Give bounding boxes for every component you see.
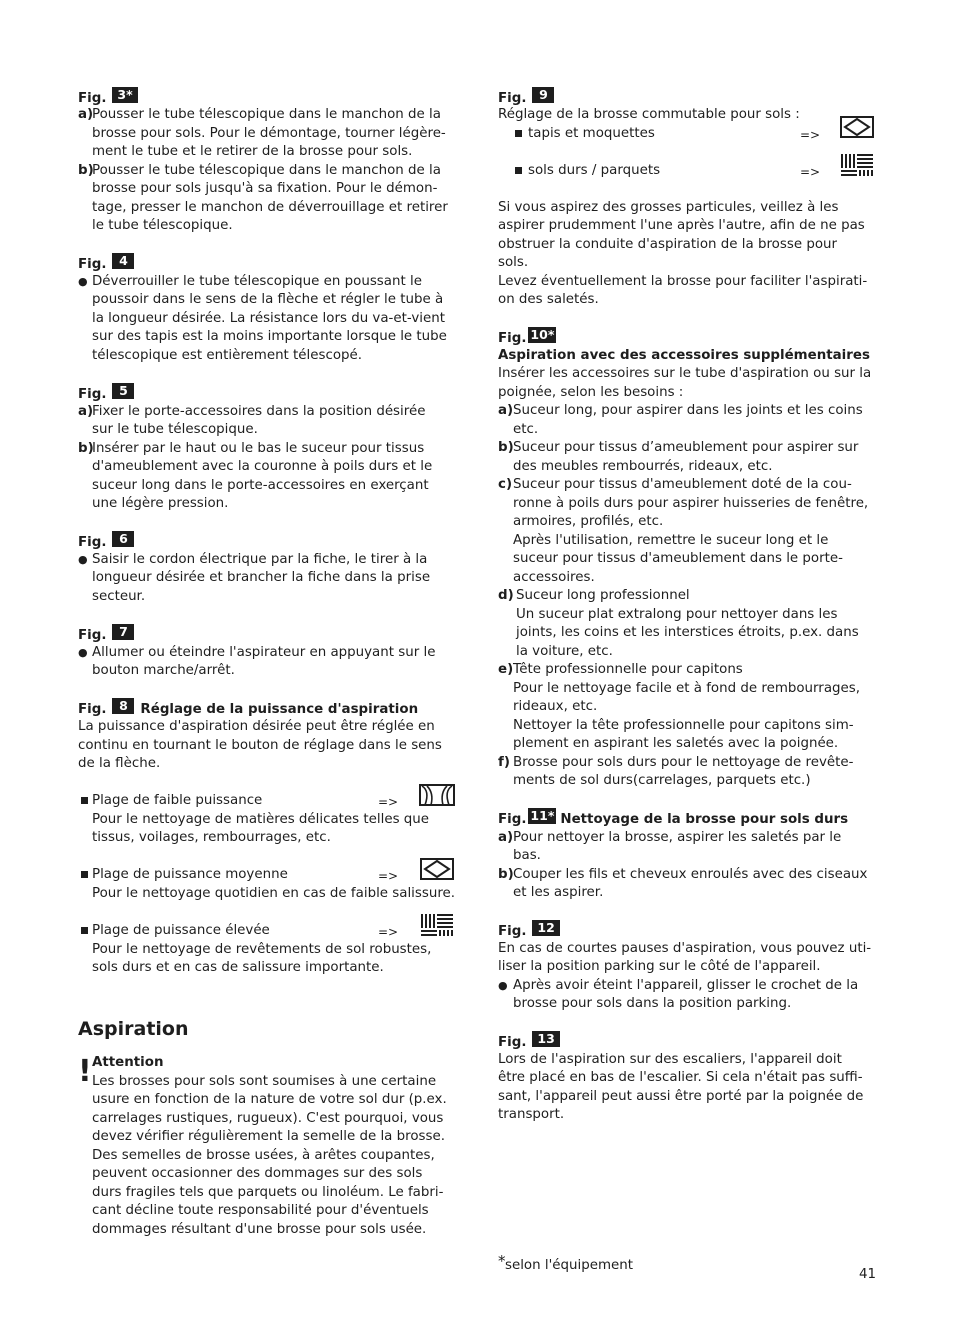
curtain-icon	[418, 783, 456, 807]
fig-label: Fig.	[78, 257, 107, 272]
fig-13-heading	[498, 1031, 560, 1052]
text-line: Tête professionnelle pour capitons	[513, 662, 743, 677]
fig-number-badge: 3*	[112, 87, 137, 103]
text-line: La puissance d'aspiration désirée peut être réglée en	[78, 719, 435, 734]
fig-label: Fig.	[498, 331, 527, 346]
fig-5-heading	[78, 383, 134, 404]
text-line: Pour le nettoyage quotidien en cas de faible salissure.	[92, 885, 456, 901]
carpet-icon	[840, 116, 874, 138]
fig-6-heading	[78, 531, 134, 552]
bullet-dot: ●	[78, 553, 88, 566]
fig-12-heading	[498, 920, 560, 941]
text-line: devez vérifier régulièrement la semelle de la brosse.	[92, 1129, 445, 1144]
fig-number-badge: 6	[112, 531, 134, 547]
text-line: durs fragiles tels que parquets ou linoléum. Le fabri-	[92, 1184, 444, 1200]
power-level-label: Plage de faible puissance	[92, 793, 263, 808]
text-line: aspirer prudemment l'une après l'autre, afin de ne pas	[498, 218, 865, 233]
fig-number-badge: 4	[112, 253, 134, 269]
text-line: Pour nettoyer la brosse, aspirer les saletés par le	[513, 829, 842, 845]
item-label: a)	[78, 403, 94, 419]
text-line: accessoires.	[513, 569, 595, 585]
text-line: on des saletés.	[498, 292, 599, 307]
text-line: des meubles rembourrés, rideaux, etc.	[513, 458, 773, 474]
arrow-text: =>	[378, 795, 399, 809]
footnote-text: selon l'équipement	[505, 1258, 633, 1273]
fig-title: Nettoyage de la brosse pour sols durs	[560, 812, 849, 827]
item-label: d)	[498, 588, 514, 603]
bullet-dot: ●	[498, 979, 508, 992]
text-line: Si vous aspirez des grosses particules, veillez à les	[498, 199, 839, 215]
text-line: bas.	[513, 848, 541, 863]
text-line: Allumer ou éteindre l'aspirateur en appuyant sur le	[92, 644, 436, 660]
section-heading: Aspiration	[78, 1018, 189, 1040]
text-line: Pour le nettoyage de revêtements de sol robustes,	[92, 941, 432, 957]
fig-label: Fig.	[78, 628, 107, 643]
bullet-dot: ●	[78, 646, 88, 659]
text-line: bouton marche/arrêt.	[92, 663, 235, 678]
arrow-text: =>	[378, 925, 399, 939]
footnote-star: *	[498, 1252, 506, 1270]
text-line: télescopique est entièrement télescopé.	[92, 347, 363, 363]
power-level-label: Plage de puissance élevée	[92, 923, 270, 938]
arrow-text: =>	[800, 128, 821, 142]
text-line: tissus, voilages, rembourrages, etc.	[92, 830, 331, 845]
fig-number-badge: 9	[532, 87, 554, 103]
text-line: Déverrouiller le tube télescopique en poussant le	[92, 273, 422, 289]
fig-number-badge: 12	[532, 920, 559, 936]
text-line: de la flèche.	[78, 756, 161, 771]
text-line: d'ameublement avec la couronne à poils durs et le	[92, 459, 433, 474]
fig-number-badge: 11*	[530, 808, 555, 823]
text-line: brosse pour sols. Pour le démontage, tourner légère-	[92, 125, 446, 141]
text-line: Des semelles de brosse usées, à arêtes coupantes,	[92, 1147, 435, 1163]
text-line: Suceur long professionnel	[516, 588, 690, 603]
text-line: Insérer par le haut ou le bas le suceur pour tissus	[92, 440, 425, 456]
text-line: longueur désirée et brancher la fiche dans la prise	[92, 570, 431, 585]
brush-option-label: tapis et moquettes	[528, 125, 655, 141]
fig-title: Réglage de la puissance d'aspiration	[140, 702, 419, 717]
text-line: rideaux, etc.	[513, 699, 598, 714]
fig-8-heading	[78, 698, 418, 719]
arrow-text: =>	[800, 165, 821, 179]
text-line: Lors de l'aspiration sur des escaliers, l'appareil doit	[498, 1051, 842, 1067]
text-line: Couper les fils et cheveux enroulés avec des ciseaux	[513, 866, 868, 882]
square-bullet	[515, 130, 522, 137]
fig-label: Fig.	[498, 924, 527, 939]
item-label: a)	[498, 403, 514, 418]
item-label: f)	[498, 754, 510, 770]
text-line: cant décline toute responsabilité pour d'éventuels	[92, 1203, 429, 1218]
fig-11-heading	[498, 808, 848, 829]
power-level-label: Plage de puissance moyenne	[92, 867, 288, 882]
text-line: suceur long dans le porte-accessoires en exerçant	[92, 477, 429, 493]
text-line: armoires, profilés, etc.	[513, 514, 664, 529]
text-line: Pour le nettoyage facile et à fond de rembourrages,	[513, 680, 860, 696]
fig-label: Fig.	[498, 91, 527, 106]
text-line: sur le tube télescopique.	[92, 422, 258, 437]
item-label: c)	[498, 477, 513, 492]
fig-number-badge: 13	[532, 1031, 559, 1047]
text-line: poussoir dans le sens de la flèche et régler le tube à	[92, 292, 444, 307]
brush-option-label: sols durs / parquets	[528, 162, 661, 178]
item-label: b)	[78, 440, 94, 456]
page-number: 41	[859, 1267, 877, 1282]
fig-number-badge: 10*	[530, 327, 555, 342]
text-line: sols.	[498, 255, 529, 270]
text-line: tage, presser le manchon de déverrouillage et retirer	[92, 199, 448, 215]
text-line: Après avoir éteint l'appareil, glisser le crochet de la	[513, 977, 859, 993]
fig-9-heading	[498, 87, 554, 108]
text-line: continu en tournant le bouton de réglage dans le sens	[78, 737, 442, 753]
hardfloor-icon	[840, 153, 874, 177]
text-line: Un suceur plat extralong pour nettoyer dans les	[516, 606, 838, 622]
square-bullet	[81, 871, 88, 878]
fig-10-heading	[498, 327, 556, 348]
text-line: Levez éventuellement la brosse pour faciliter l'aspirati-	[498, 273, 868, 289]
text-line: Après l'utilisation, remettre le suceur long et le	[513, 532, 829, 548]
text-line: peuvent occasionner des dommages sur des sols	[92, 1166, 423, 1181]
attention-title: Attention	[92, 1055, 164, 1070]
text-line: Saisir le cordon électrique par la fiche, le tirer à la	[92, 551, 428, 567]
item-label: e)	[498, 662, 514, 677]
text-line: Insérer les accessoires sur le tube d'aspiration ou sur la	[498, 366, 872, 381]
item-label: a)	[78, 107, 94, 122]
text-line: Pousser le tube télescopique dans le manchon de la	[92, 107, 441, 122]
text-line: Réglage de la brosse commutable pour sols :	[498, 107, 800, 122]
text-line: Suceur pour tissus d'ameublement doté de la cou-	[513, 477, 852, 492]
text-line: liser la position parking sur le côté de l'appareil.	[498, 959, 821, 974]
square-bullet	[81, 797, 88, 804]
fig-title: Aspiration avec des accessoires supplémentaires	[498, 347, 870, 363]
text-line: la longueur désirée. La résistance lors du va-et-vient	[92, 310, 445, 326]
text-line: joints, les coins et les interstices étroits, p.ex. dans	[516, 625, 859, 640]
text-line: une légère pression.	[92, 496, 229, 511]
item-label: b)	[498, 440, 514, 455]
fig-label: Fig.	[498, 1035, 527, 1050]
text-line: être placé en bas de l'escalier. Si cela n'était pas suffi-	[498, 1070, 863, 1085]
arrow-text: =>	[378, 869, 399, 883]
item-label: b)	[78, 162, 94, 178]
text-line: Fixer le porte-accessoires dans la position désirée	[92, 403, 426, 419]
text-line: secteur.	[92, 588, 146, 604]
fig-label: Fig.	[78, 387, 107, 402]
text-line: sur des tapis est la moins importante lorsque le tube	[92, 329, 447, 344]
fig-3-heading	[78, 87, 138, 108]
text-line: etc.	[513, 421, 539, 437]
fig-label: Fig.	[78, 91, 107, 106]
text-line: Suceur pour tissus d’ameublement pour aspirer sur	[513, 440, 859, 455]
fig-7-heading	[78, 624, 134, 645]
square-bullet	[81, 927, 88, 934]
warning-icon: !	[78, 1054, 92, 1089]
text-line: ronne à poils durs pour aspirer huisseries de fenêtre,	[513, 495, 869, 511]
fig-number-badge: 5	[112, 383, 134, 399]
text-line: et les aspirer.	[513, 885, 604, 900]
hardfloor-icon	[420, 913, 454, 937]
text-line: le tube télescopique.	[92, 218, 233, 233]
text-line: Pour le nettoyage de matières délicates telles que	[92, 811, 430, 827]
text-line: poignée, selon les besoins :	[498, 384, 684, 400]
fig-4-heading	[78, 253, 134, 274]
carpet-icon	[420, 858, 454, 880]
text-line: la voiture, etc.	[516, 643, 613, 659]
text-line: Les brosses pour sols sont soumises à une certaine	[92, 1073, 437, 1089]
fig-label: Fig.	[78, 535, 107, 550]
text-line: En cas de courtes pauses d'aspiration, vous pouvez uti-	[498, 940, 872, 956]
text-line: transport.	[498, 1107, 565, 1122]
text-line: sols durs et en cas de salissure importante.	[92, 960, 384, 975]
text-line: plement en aspirant les saletés avec la poignée.	[513, 736, 839, 751]
bullet-dot: ●	[78, 275, 88, 288]
fig-number-badge: 8	[112, 698, 134, 714]
text-line: sant, l'appareil peut aussi être porté par la poignée de	[498, 1088, 864, 1104]
text-line: Nettoyer la tête professionnelle pour capitons sim-	[513, 717, 854, 733]
fig-number-badge: 7	[112, 624, 134, 640]
text-line: ments de sol durs(carrelages, parquets etc.)	[513, 773, 811, 788]
text-line: brosse pour sols jusqu'à sa fixation. Pour le démon-	[92, 181, 438, 196]
text-line: Suceur long, pour aspirer dans les joints et les coins	[513, 403, 863, 418]
text-line: ment le tube et le retirer de la brosse pour sols.	[92, 144, 413, 159]
fig-label: Fig.	[498, 812, 527, 827]
text-line: carrelages rustiques, rugueux). C'est pourquoi, vous	[92, 1110, 444, 1126]
text-line: Brosse pour sols durs pour le nettoyage de revête-	[513, 754, 854, 770]
text-line: usure en fonction de la nature de votre sol dur (p.ex.	[92, 1092, 447, 1107]
text-line: dommages résultant d'une brosse pour sols usée.	[92, 1221, 427, 1237]
item-label: a)	[498, 829, 514, 845]
text-line: Pousser le tube télescopique dans le manchon de la	[92, 162, 441, 178]
item-label: b)	[498, 866, 514, 882]
text-line: brosse pour sols dans la position parking.	[513, 996, 792, 1011]
text-line: obstruer la conduite d'aspiration de la brosse pour	[498, 236, 838, 252]
text-line: suceur pour tissus d'ameublement dans le porte-	[513, 551, 843, 566]
fig-label: Fig.	[78, 702, 107, 717]
square-bullet	[515, 167, 522, 174]
